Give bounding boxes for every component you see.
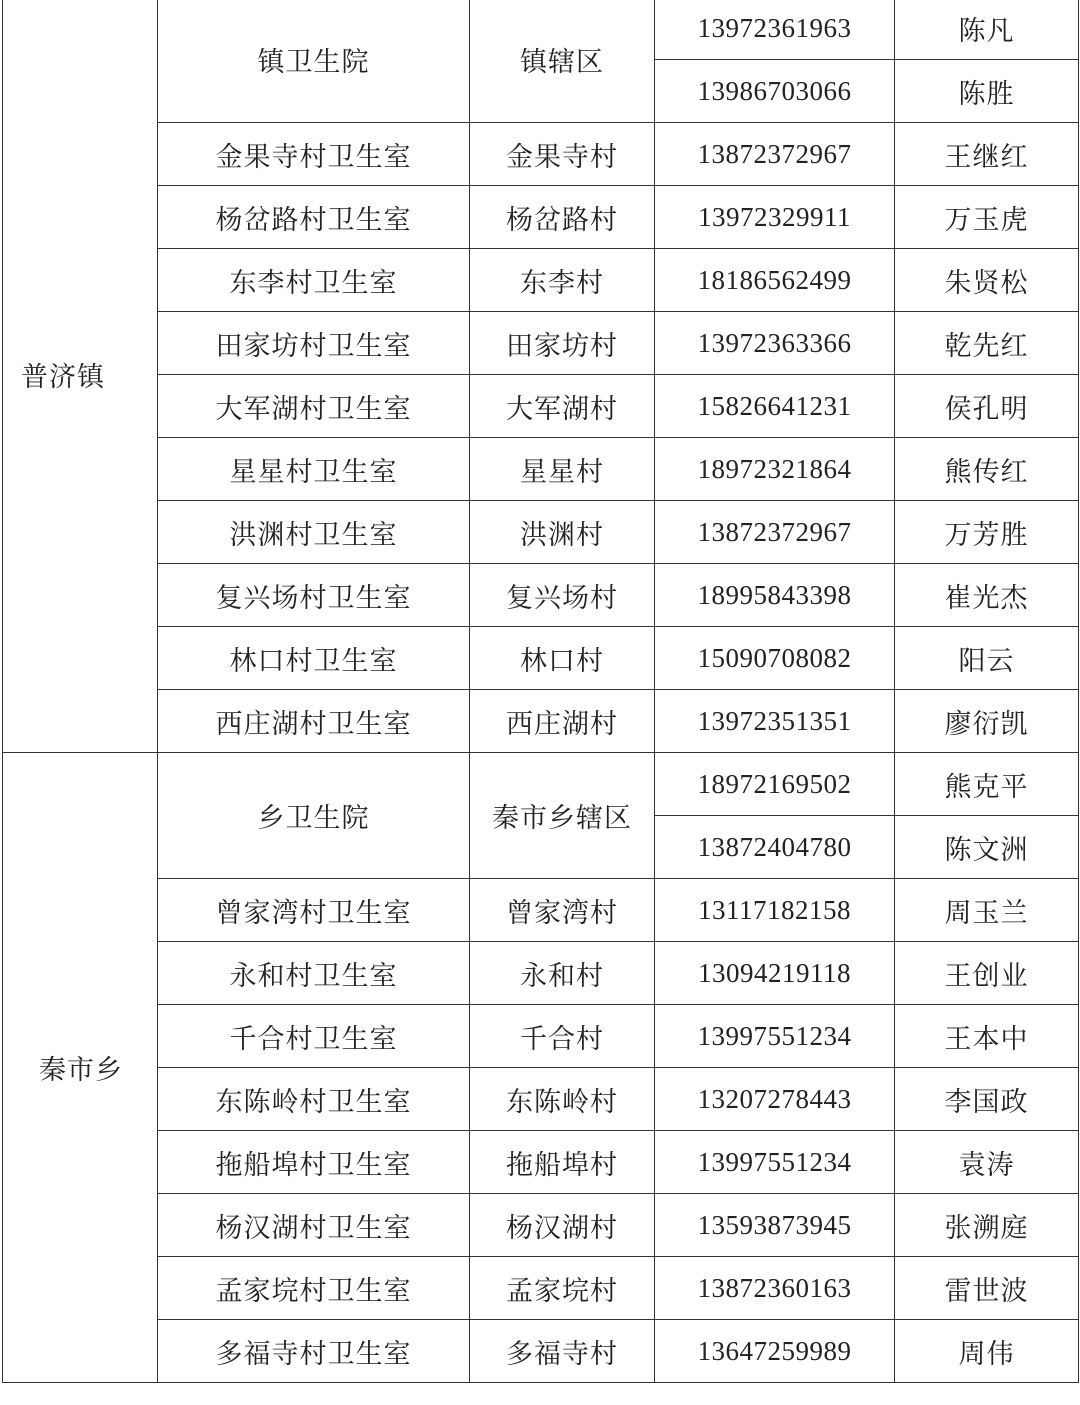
township-cell: 秦市乡 <box>3 753 158 1383</box>
service-area-cell: 秦市乡辖区 <box>470 753 655 879</box>
contact-person-cell: 张溯庭 <box>895 1194 1079 1257</box>
phone-number-cell: 13593873945 <box>655 1194 895 1257</box>
contact-person-cell: 陈文洲 <box>895 816 1079 879</box>
table-row <box>3 375 1079 438</box>
facility-name-cell: 金果寺村卫生室 <box>158 123 470 186</box>
contact-person-cell: 熊克平 <box>895 753 1079 816</box>
contact-person-cell: 王本中 <box>895 1005 1079 1068</box>
phone-number-cell: 13972351351 <box>655 690 895 753</box>
contact-person-cell: 王创业 <box>895 942 1079 1005</box>
table-row <box>3 501 1079 564</box>
service-area-cell: 东李村 <box>470 249 655 312</box>
table-row <box>3 1068 1079 1131</box>
phone-number-cell: 13872360163 <box>655 1257 895 1320</box>
directory-body <box>3 0 1079 1383</box>
service-area-cell: 镇辖区 <box>470 0 655 123</box>
contact-person-cell: 袁涛 <box>895 1131 1079 1194</box>
facility-name-cell: 多福寺村卫生室 <box>158 1320 470 1383</box>
contact-person-cell: 崔光杰 <box>895 564 1079 627</box>
table-row <box>3 438 1079 501</box>
contact-person-cell: 熊传红 <box>895 438 1079 501</box>
facility-name-cell: 东陈岭村卫生室 <box>158 1068 470 1131</box>
service-area-cell: 东陈岭村 <box>470 1068 655 1131</box>
facility-name-cell: 拖船埠村卫生室 <box>158 1131 470 1194</box>
table-row <box>3 879 1079 942</box>
facility-name-cell: 镇卫生院 <box>158 0 470 123</box>
facility-name-cell: 杨岔路村卫生室 <box>158 186 470 249</box>
contact-person-cell: 陈凡 <box>895 0 1079 60</box>
table-row <box>3 564 1079 627</box>
service-area-cell: 永和村 <box>470 942 655 1005</box>
service-area-cell: 复兴场村 <box>470 564 655 627</box>
contact-person-cell: 王继红 <box>895 123 1079 186</box>
service-area-cell: 千合村 <box>470 1005 655 1068</box>
facility-name-cell: 曾家湾村卫生室 <box>158 879 470 942</box>
phone-number-cell: 18186562499 <box>655 249 895 312</box>
facility-name-cell: 永和村卫生室 <box>158 942 470 1005</box>
phone-number-cell: 18972169502 <box>655 753 895 816</box>
table-row <box>3 123 1079 186</box>
table-row <box>3 312 1079 375</box>
table-row <box>3 753 1079 816</box>
service-area-cell: 孟家垸村 <box>470 1257 655 1320</box>
facility-name-cell: 林口村卫生室 <box>158 627 470 690</box>
service-area-cell: 多福寺村 <box>470 1320 655 1383</box>
table-row <box>3 249 1079 312</box>
contact-person-cell: 雷世波 <box>895 1257 1079 1320</box>
facility-name-cell: 复兴场村卫生室 <box>158 564 470 627</box>
contact-person-cell: 阳云 <box>895 627 1079 690</box>
phone-number-cell: 13872372967 <box>655 501 895 564</box>
facility-name-cell: 孟家垸村卫生室 <box>158 1257 470 1320</box>
table-row <box>3 627 1079 690</box>
table-row <box>3 1005 1079 1068</box>
service-area-cell: 田家坊村 <box>470 312 655 375</box>
phone-number-cell: 13986703066 <box>655 60 895 123</box>
phone-number-cell: 13997551234 <box>655 1005 895 1068</box>
contact-person-cell: 周玉兰 <box>895 879 1079 942</box>
table-row <box>3 942 1079 1005</box>
phone-number-cell: 13094219118 <box>655 942 895 1005</box>
table-row <box>3 1320 1079 1383</box>
table-row <box>3 186 1079 249</box>
service-area-cell: 杨岔路村 <box>470 186 655 249</box>
service-area-cell: 曾家湾村 <box>470 879 655 942</box>
contact-person-cell: 廖衍凯 <box>895 690 1079 753</box>
facility-name-cell: 乡卫生院 <box>158 753 470 879</box>
facility-name-cell: 星星村卫生室 <box>158 438 470 501</box>
phone-number-cell: 13872404780 <box>655 816 895 879</box>
table-row <box>3 1257 1079 1320</box>
facility-name-cell: 杨汉湖村卫生室 <box>158 1194 470 1257</box>
phone-number-cell: 18972321864 <box>655 438 895 501</box>
service-area-cell: 星星村 <box>470 438 655 501</box>
service-area-cell: 拖船埠村 <box>470 1131 655 1194</box>
township-cell: 普济镇 <box>3 0 158 753</box>
contact-person-cell: 朱贤松 <box>895 249 1079 312</box>
contact-person-cell: 李国政 <box>895 1068 1079 1131</box>
phone-number-cell: 18995843398 <box>655 564 895 627</box>
service-area-cell: 杨汉湖村 <box>470 1194 655 1257</box>
service-area-cell: 大军湖村 <box>470 375 655 438</box>
phone-number-cell: 13207278443 <box>655 1068 895 1131</box>
contact-person-cell: 乾先红 <box>895 312 1079 375</box>
contact-person-cell: 陈胜 <box>895 60 1079 123</box>
phone-number-cell: 13972361963 <box>655 0 895 60</box>
contact-person-cell: 万玉虎 <box>895 186 1079 249</box>
facility-name-cell: 西庄湖村卫生室 <box>158 690 470 753</box>
phone-number-cell: 13872372967 <box>655 123 895 186</box>
phone-number-cell: 13647259989 <box>655 1320 895 1383</box>
table-row <box>3 1194 1079 1257</box>
facility-name-cell: 千合村卫生室 <box>158 1005 470 1068</box>
table-row <box>3 690 1079 753</box>
contact-person-cell: 周伟 <box>895 1320 1079 1383</box>
facility-name-cell: 洪渊村卫生室 <box>158 501 470 564</box>
contact-person-cell: 侯孔明 <box>895 375 1079 438</box>
phone-number-cell: 13117182158 <box>655 879 895 942</box>
service-area-cell: 洪渊村 <box>470 501 655 564</box>
service-area-cell: 西庄湖村 <box>470 690 655 753</box>
service-area-cell: 林口村 <box>470 627 655 690</box>
phone-number-cell: 13997551234 <box>655 1131 895 1194</box>
table-row <box>3 0 1079 60</box>
phone-number-cell: 15090708082 <box>655 627 895 690</box>
phone-number-cell: 13972363366 <box>655 312 895 375</box>
phone-number-cell: 15826641231 <box>655 375 895 438</box>
contact-person-cell: 万芳胜 <box>895 501 1079 564</box>
facility-name-cell: 大军湖村卫生室 <box>158 375 470 438</box>
table-row <box>3 1131 1079 1194</box>
facility-name-cell: 田家坊村卫生室 <box>158 312 470 375</box>
contact-directory-table <box>2 0 1079 1383</box>
phone-number-cell: 13972329911 <box>655 186 895 249</box>
service-area-cell: 金果寺村 <box>470 123 655 186</box>
facility-name-cell: 东李村卫生室 <box>158 249 470 312</box>
